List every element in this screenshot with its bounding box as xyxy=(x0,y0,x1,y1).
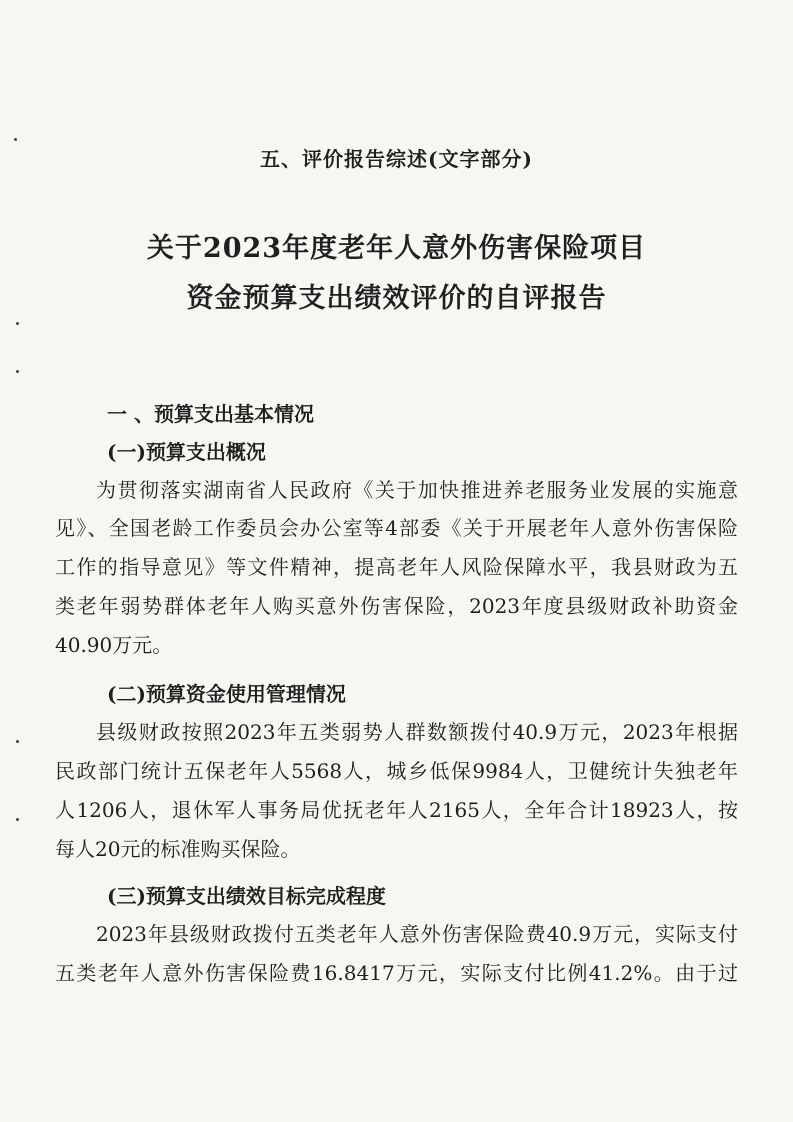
scan-artifact-dot xyxy=(16,370,19,373)
section-title: 五、评价报告综述(文字部分) xyxy=(260,147,533,171)
paragraph-line: 每人20元的标准购买保险。 xyxy=(55,837,301,861)
paragraph-line: 见》、全国老龄工作委员会办公室等4部委《关于开展老年人意外伤害保险 xyxy=(55,516,738,540)
paragraph-line: 工作的指导意见》等文件精神，提高老年人风险保障水平，我县财政为五 xyxy=(55,555,738,579)
paragraph-line: 为贯彻落实湖南省人民政府《关于加快推进养老服务业发展的实施意 xyxy=(96,478,738,502)
heading-budget-overview: (一)预算支出概况 xyxy=(107,440,266,464)
report-title-line-1: 关于2023年度老年人意外伤害保险项目 xyxy=(146,233,647,264)
paragraph-line: 县级财政按照2023年五类弱势人群数额拨付40.9万元，2023年根据 xyxy=(96,720,738,744)
paragraph-line: 人1206人，退休军人事务局优抚老年人2165人，全年合计18923人，按 xyxy=(55,798,738,822)
scan-artifact-dot xyxy=(16,818,19,821)
paragraph-line: 2023年县级财政拨付五类老年人意外伤害保险费40.9万元，实际支付 xyxy=(96,922,738,946)
heading-fund-management: (二)预算资金使用管理情况 xyxy=(107,682,346,706)
scan-artifact-dot xyxy=(14,138,17,141)
heading-performance-goals: (三)预算支出绩效目标完成程度 xyxy=(107,884,386,908)
paragraph-line: 五类老年人意外伤害保险费16.8417万元，实际支付比例41.2%。由于过 xyxy=(55,961,738,985)
paragraph-line: 民政部门统计五保老年人5568人，城乡低保9984人，卫健统计失独老年 xyxy=(55,759,738,783)
paragraph-line: 40.90万元。 xyxy=(55,633,173,657)
heading-budget-basics: 一 、预算支出基本情况 xyxy=(107,402,314,426)
paragraph-line: 类老年弱势群体老年人购买意外伤害保险，2023年度县级财政补助资金 xyxy=(55,594,738,618)
scan-artifact-dot xyxy=(16,740,19,743)
scan-artifact-dot xyxy=(16,322,19,325)
report-title-line-2: 资金预算支出绩效评价的自评报告 xyxy=(186,283,607,314)
